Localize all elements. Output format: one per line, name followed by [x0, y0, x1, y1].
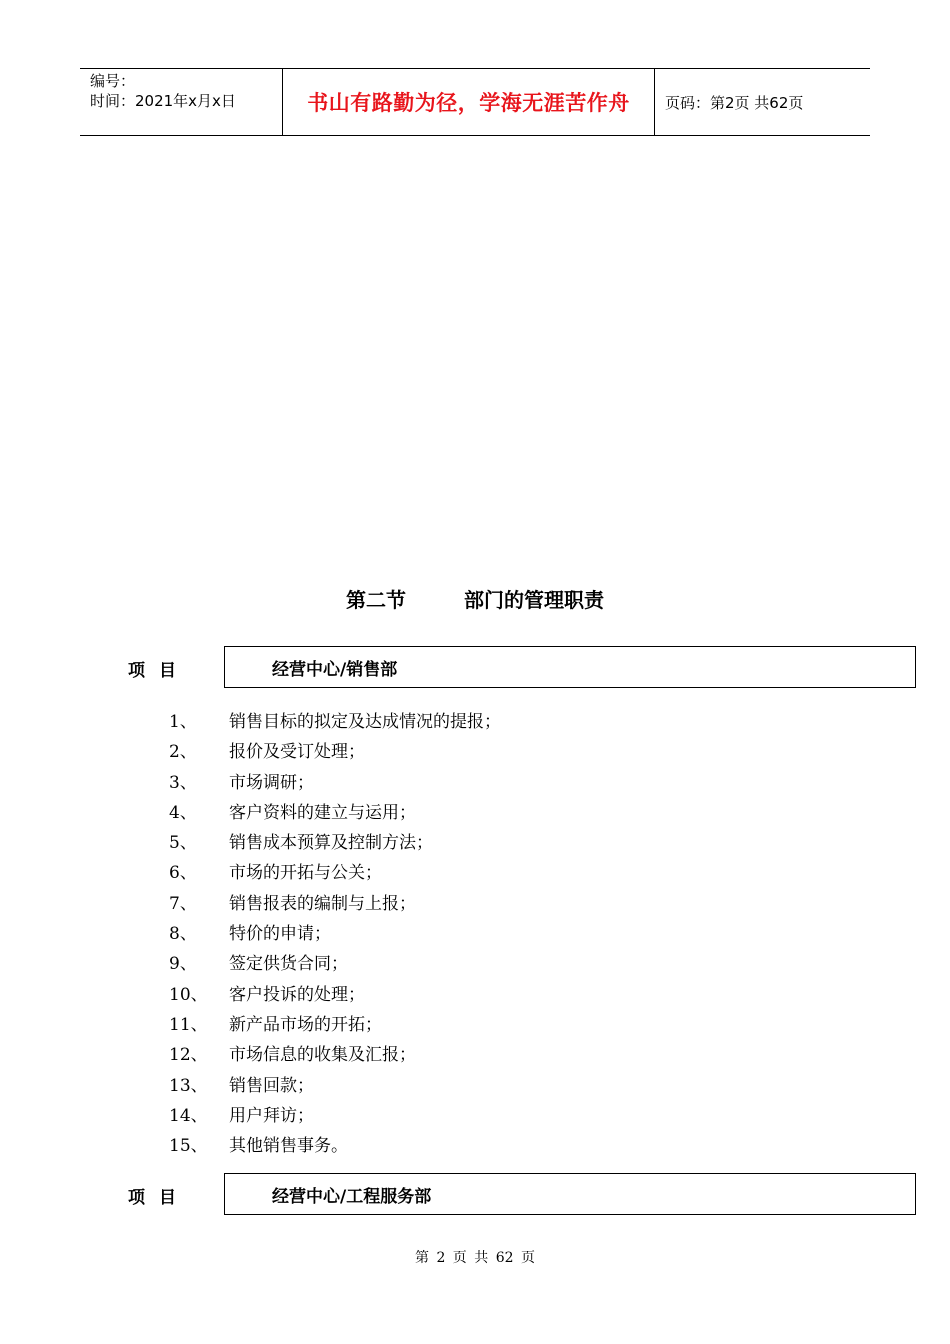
list-item — [0, 1040, 950, 1070]
item-row-sales — [0, 646, 950, 688]
item-value-box — [224, 646, 916, 688]
item-value: 经营中心/销售部 — [272, 659, 398, 680]
item-number: 11、 — [169, 1014, 208, 1035]
item-text: 用户拜访； — [229, 1105, 314, 1126]
list-item — [0, 768, 950, 798]
item-text: 市场信息的收集及汇报； — [229, 1045, 416, 1066]
list-item — [0, 889, 950, 919]
section-number: 第二节 — [346, 588, 406, 612]
item-text: 特价的申请； — [229, 924, 331, 945]
list-item — [0, 919, 950, 949]
header-page-cell — [655, 69, 870, 135]
header-meta — [80, 69, 282, 135]
list-item — [0, 949, 950, 979]
item-text: 市场调研； — [229, 772, 314, 793]
footer-page-number: 第 2 页 共 62 页 — [415, 1250, 535, 1266]
item-label: 项目 — [128, 1188, 190, 1208]
item-number: 10、 — [169, 984, 208, 1005]
item-number: 14、 — [169, 1105, 208, 1126]
item-number: 9、 — [169, 954, 197, 975]
item-number: 6、 — [169, 863, 197, 884]
item-text: 签定供货合同； — [229, 954, 348, 975]
item-text: 新产品市场的开拓； — [229, 1014, 382, 1035]
list-item — [0, 1071, 950, 1101]
section-heading: 部门的管理职责 — [464, 588, 604, 612]
section-title — [0, 584, 950, 613]
item-number: 3、 — [169, 772, 197, 793]
item-text: 客户资料的建立与运用； — [229, 802, 416, 823]
item-number: 5、 — [169, 833, 197, 854]
item-text: 其他销售事务。 — [229, 1136, 348, 1157]
item-value-box — [224, 1173, 916, 1215]
item-text: 客户投诉的处理； — [229, 984, 365, 1005]
page-info: 页码：第2页 共62页 — [665, 93, 804, 112]
motto-text: 书山有路勤为径，学海无涯苦作舟 — [307, 91, 630, 115]
list-item — [0, 737, 950, 767]
item-text: 报价及受订处理； — [229, 742, 365, 763]
item-number: 15、 — [169, 1136, 208, 1157]
item-number: 12、 — [169, 1045, 208, 1066]
item-label: 项目 — [128, 661, 190, 681]
list-item — [0, 1131, 950, 1161]
list-item — [0, 828, 950, 858]
page-header — [80, 68, 870, 136]
item-row-engineering — [0, 1173, 950, 1215]
page-footer — [0, 1247, 950, 1267]
list-item — [0, 858, 950, 888]
item-number: 1、 — [169, 712, 197, 732]
item-number: 2、 — [169, 742, 197, 763]
date-label: 时间：2021年x月x日 — [90, 92, 236, 110]
item-text: 销售成本预算及控制方法； — [229, 833, 433, 854]
item-text: 销售回款； — [229, 1075, 314, 1096]
item-text: 销售报表的编制与上报； — [229, 893, 416, 914]
list-item — [0, 980, 950, 1010]
list-item — [0, 1101, 950, 1131]
item-number: 4、 — [169, 802, 197, 823]
item-text: 销售目标的拟定及达成情况的提报； — [229, 712, 501, 732]
header-motto-cell — [282, 69, 655, 135]
list-item — [0, 1010, 950, 1040]
item-number: 8、 — [169, 924, 197, 945]
list-item — [0, 707, 950, 737]
item-number: 13、 — [169, 1075, 208, 1096]
item-value: 经营中心/工程服务部 — [272, 1186, 432, 1207]
duty-list — [0, 707, 950, 1161]
item-number: 7、 — [169, 893, 197, 914]
list-item — [0, 798, 950, 828]
code-label: 编号： — [90, 72, 136, 90]
item-text: 市场的开拓与公关； — [229, 863, 382, 884]
